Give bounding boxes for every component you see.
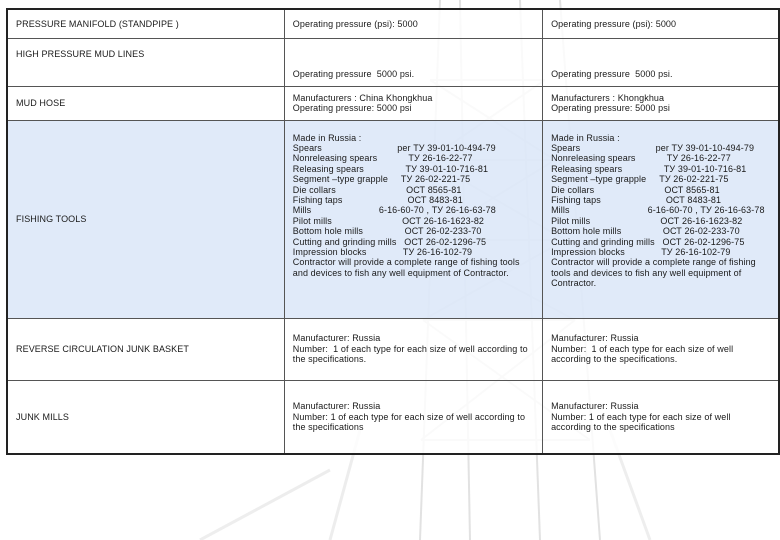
table-row (7, 318, 779, 380)
row-label: FISHING TOOLS (7, 120, 284, 318)
table-row (7, 38, 779, 86)
row-label: JUNK MILLS (7, 380, 284, 454)
spec-cell: Manufacturer: Russia Number: 1 of each type for each size of well according to the specifications. (284, 318, 542, 380)
row-label: REVERSE CIRCULATION JUNK BASKET (7, 318, 284, 380)
spec-cell: Manufacturer: Russia Number: 1 of each type for each size of well according to the specifications. (543, 318, 779, 380)
spec-cell: Manufacturers : Khongkhua Operating pressure: 5000 psi (543, 86, 779, 120)
spec-cell: Manufacturers : China Khongkhua Operating pressure: 5000 psi (284, 86, 542, 120)
row-label: PRESSURE MANIFOLD (STANDPIPE ) (7, 9, 284, 38)
spec-cell: Operating pressure (psi): 5000 (543, 9, 779, 38)
spec-cell: Operating pressure 5000 psi. (543, 38, 779, 86)
table-row (7, 86, 779, 120)
row-label: HIGH PRESSURE MUD LINES (7, 38, 284, 86)
spec-cell: Operating pressure (psi): 5000 (284, 9, 542, 38)
equipment-spec-table (6, 8, 780, 455)
spec-cell: Operating pressure 5000 psi. (284, 38, 542, 86)
spec-cell: Made in Russia : Spears per ТУ 39-01-10-494-79 Nonreleasing spears ТУ 26-16-22-77 Releasing spears ТУ 39-01-10-716-81 Segment –type grapple ТУ 26-02-221-75 Die collars ОСТ 8565-81 Fishing taps ОСТ 8483-81 Mills 6-16-60-70 , ТУ 26-16-63-78 Pilot mills ОСТ 26-16-1623-82 Bottom hole mills ОСТ 26-02-233-70 Cutting and grinding mills ОСТ 26-02-1296-75 Impression blocks ТУ 26-16-102-79 Contractor will provide a complete range of fishing tools and devices to fish any well equipment of Contractor. (543, 120, 779, 318)
table-row (7, 380, 779, 454)
table-row (7, 120, 779, 318)
spec-cell: Manufacturer: Russia Number: 1 of each type for each size of well according to the specifications (543, 380, 779, 454)
spec-cell: Made in Russia : Spears per ТУ 39-01-10-494-79 Nonreleasing spears ТУ 26-16-22-77 Releasing spears ТУ 39-01-10-716-81 Segment –type grapple ТУ 26-02-221-75 Die collars ОСТ 8565-81 Fishing taps ОСТ 8483-81 Mills 6-16-60-70 , ТУ 26-16-63-78 Pilot mills ОСТ 26-16-1623-82 Bottom hole mills ОСТ 26-02-233-70 Cutting and grinding mills ОСТ 26-02-1296-75 Impression blocks ТУ 26-16-102-79 Contractor will provide a complete range of fishing tools and devices to fish any well equipment of Contractor. (284, 120, 542, 318)
row-label: MUD HOSE (7, 86, 284, 120)
spec-cell: Manufacturer: Russia Number: 1 of each type for each size of well according to the specifications (284, 380, 542, 454)
table-row (7, 9, 779, 38)
